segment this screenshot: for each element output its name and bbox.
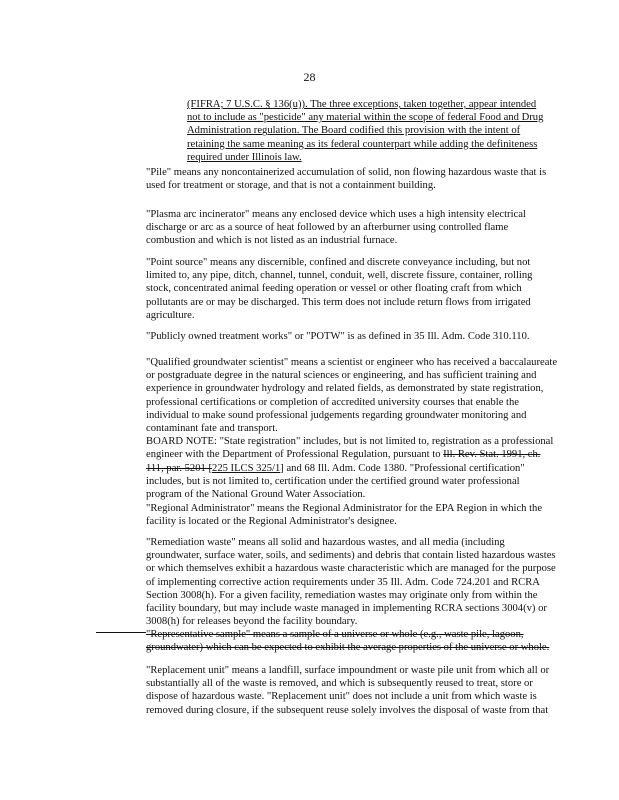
text-line xyxy=(146,677,533,690)
text-line xyxy=(146,435,554,448)
deleted-text: Ill. Rev. Stat. 1991, ch. xyxy=(443,449,541,461)
text-line xyxy=(146,256,531,269)
deletion-margin-rule xyxy=(96,632,146,633)
text-run: substantially all of the waste is removed, and which is subsequently reused to treat, store or xyxy=(146,678,533,690)
paragraph-regional-administrator xyxy=(146,502,543,528)
text-line xyxy=(146,356,558,369)
text-run: "Point source" means any discernible, confined and discrete conveyance including, but not xyxy=(146,257,531,268)
text-line xyxy=(187,138,538,151)
page-number: 28 xyxy=(303,70,316,84)
text-run: professional certifications or completion of accredited university courses that enable the xyxy=(146,396,520,408)
text-line xyxy=(146,664,550,677)
paragraph-point-source xyxy=(146,256,533,322)
paragraph-pile xyxy=(146,166,547,192)
text-line xyxy=(146,208,526,221)
paragraph-remediation-waste xyxy=(146,536,556,628)
text-run: pollutants are or may be discharged. This term does not include return flows from irrigated xyxy=(146,296,531,308)
text-run: engineer with the Department of Professional Regulation, pursuant to xyxy=(146,449,444,461)
text-run: or postgraduate degree in the natural sciences or engineering, and has sufficient training and xyxy=(146,370,537,382)
text-line xyxy=(146,628,526,641)
text-run: of implementing corrective action requirements under 35 Ill. Adm. Code 724.201 and RCRA xyxy=(146,576,540,588)
text-line xyxy=(187,151,525,164)
inserted-text: (FIFRA; 7 U.S.C. § 136(u)). The three exceptions, taken together, appear intended xyxy=(187,99,537,110)
inserted-text: retaining the same meaning as its federal counterpart while adding the definiteness xyxy=(187,138,538,150)
paragraph-pesticide-note xyxy=(187,98,544,164)
text-line xyxy=(187,124,525,137)
text-line xyxy=(146,309,526,322)
text-line xyxy=(187,98,537,111)
text-run: facility boundary, but may include waste managed in implementing RCRA sections 3004(v) or xyxy=(146,603,547,615)
text-line xyxy=(146,221,526,234)
paragraph-qualified-groundwater-scientist xyxy=(146,356,558,501)
text-run: "Publicly owned treatment works" or "POTW" is as defined in 35 Ill. Adm. Code 310.110. xyxy=(146,331,530,342)
text-run: contaminant fate and transport. xyxy=(146,423,278,435)
text-line xyxy=(146,475,526,488)
text-line xyxy=(146,409,526,422)
text-line xyxy=(146,179,526,192)
text-line xyxy=(146,269,533,282)
inserted-text: 225 ILCS 325/1 xyxy=(212,462,281,474)
paragraph-replacement-unit xyxy=(146,664,550,717)
text-line xyxy=(146,488,526,501)
text-run: "Regional Administrator" means the Regional Administrator for the EPA Region in which the xyxy=(146,503,543,514)
paragraph-plasma-arc-incinerator xyxy=(146,208,526,248)
text-line xyxy=(146,296,531,309)
text-line xyxy=(146,536,526,549)
text-run: dispose of hazardous waste. "Replacement unit" does not include a unit from which waste is xyxy=(146,691,537,703)
text-line xyxy=(187,111,544,124)
paragraph-representative-sample xyxy=(146,628,550,654)
text-run: facility is located or the Regional Administrator's designee. xyxy=(146,516,397,528)
text-line xyxy=(146,382,544,395)
text-line xyxy=(146,396,526,409)
text-run: discharge or arc as a source of heat followed by an afterburner using controlled flame xyxy=(146,222,509,234)
text-line xyxy=(146,562,556,575)
text-run: ] and 68 Ill. Adm. Code 1380. "Professional certification" xyxy=(280,462,525,474)
inserted-text: Administration regulation. The Board codified this provision with the intent of xyxy=(187,125,521,137)
text-line xyxy=(146,369,537,382)
text-run: "Plasma arc incinerator" means any enclosed device which uses a high intensity electrical xyxy=(146,209,526,220)
text-line xyxy=(146,166,547,179)
text-line xyxy=(146,549,556,562)
text-line xyxy=(146,602,547,615)
text-run: removed during closure, if the subsequent reuse solely involves the disposal of waste from that xyxy=(146,704,549,716)
text-run: Section 3008(h). For a given facility, remediation wastes may originate only from within the xyxy=(146,589,538,601)
text-line xyxy=(146,282,526,295)
text-run: program of the National Ground Water Association. xyxy=(146,489,366,501)
text-run: "Replacement unit" means a landfill, surface impoundment or waste pile unit from which all or xyxy=(146,665,550,676)
text-line xyxy=(146,576,540,589)
text-run: limited to, any pipe, ditch, channel, tunnel, conduit, well, discrete fissure, container, rolling xyxy=(146,270,533,282)
text-line xyxy=(146,704,549,717)
deleted-text: "Representative sample" means a sample of a universe or whole (e.g., waste pile, lagoon, xyxy=(146,629,524,640)
text-run: "Pile" means any noncontainerized accumulation of solid, non flowing hazardous waste that is xyxy=(146,167,547,178)
text-run: agriculture. xyxy=(146,309,195,321)
text-line xyxy=(146,234,526,247)
text-line xyxy=(146,589,538,602)
text-run: stock, concentrated animal feeding operation or vessel or other floating craft from which xyxy=(146,283,522,295)
text-run: "Remediation waste" means all solid and hazardous wastes, and all media (including xyxy=(146,537,505,548)
text-run: experience in groundwater hydrology and related fields, as demonstrated by state registration, xyxy=(146,383,544,395)
text-run: used for treatment or storage, and that is not a containment building. xyxy=(146,180,436,192)
text-line xyxy=(146,641,550,654)
text-run: individual to make sound professional judgements regarding groundwater monitoring and xyxy=(146,409,527,421)
text-run: "Qualified groundwater scientist" means a scientist or engineer who has received a baccalaureate xyxy=(146,357,558,368)
text-line xyxy=(146,462,526,475)
text-run: BOARD NOTE: "State registration" includes, but is not limited to, registration as a professional xyxy=(146,436,554,448)
deleted-text: 111, par. 5201 [ xyxy=(146,462,213,474)
text-run: includes, but is not limited to, certification under the certified ground water professional xyxy=(146,475,520,487)
text-line xyxy=(146,448,541,461)
inserted-text: not to include as "pesticide" any material within the scope of federal Food and Drug xyxy=(187,112,544,124)
text-line xyxy=(146,502,543,515)
text-run: groundwater, surface water, soils, and sediments) and debris that contain listed hazardous wastes xyxy=(146,550,556,562)
paragraph-potw xyxy=(146,330,530,343)
text-run: combustion and which is not listed as an industrial furnace. xyxy=(146,235,398,247)
text-run: 3008(h) for releases beyond the facility boundary. xyxy=(146,616,358,628)
text-line xyxy=(146,615,526,628)
text-line xyxy=(146,422,526,435)
text-line xyxy=(146,515,526,528)
inserted-text: required under Illinois law. xyxy=(187,151,302,163)
text-run: or which themselves exhibit a hazardous waste characteristic which are managed for the purpose xyxy=(146,563,556,575)
text-line xyxy=(146,330,530,343)
text-line xyxy=(146,690,537,703)
deleted-text: groundwater) which can be expected to exhibit the average properties of the universe or whole. xyxy=(146,642,550,654)
